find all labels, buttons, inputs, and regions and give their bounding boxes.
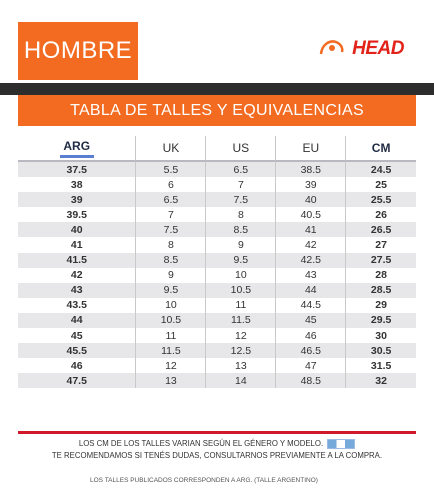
table-cell: 10.5	[205, 283, 275, 298]
table-cell: 12.5	[205, 343, 275, 358]
table-row	[18, 222, 416, 237]
table-row	[18, 237, 416, 252]
col-header-cm: CM	[345, 136, 416, 160]
table-cell: 44.5	[275, 298, 345, 313]
footer-divider	[18, 431, 416, 434]
table-header-row	[18, 136, 416, 160]
arg-underline	[60, 155, 94, 158]
table-cell: 42	[70, 269, 83, 282]
table-cell: 25.5	[345, 192, 416, 207]
table-cell: 41.5	[18, 253, 135, 268]
table-cell: 38	[70, 178, 83, 191]
table-cell: 25	[345, 177, 416, 192]
head-logo-icon	[318, 38, 346, 60]
table-cell: 46.5	[275, 343, 345, 358]
note-line-1: LOS CM DE LOS TALLES VARIAN SEGÚN EL GÉNERO Y MODELO.	[0, 438, 434, 450]
table-cell: 40	[275, 192, 345, 207]
table-cell: 40.5	[275, 207, 345, 222]
table-row	[18, 160, 416, 177]
table-cell: 30	[345, 328, 416, 343]
table-cell: 7	[205, 177, 275, 192]
table-cell: 9	[135, 268, 205, 283]
table-row	[18, 358, 416, 373]
category-label: HOMBRE	[23, 37, 133, 64]
table-cell: 45.5	[18, 343, 135, 358]
table-row	[18, 328, 416, 343]
header-divider	[0, 83, 434, 95]
table-cell: 10.5	[135, 313, 205, 328]
table-cell: 9.5	[205, 253, 275, 268]
table-cell: 26.5	[345, 222, 416, 237]
table-row	[18, 253, 416, 268]
argentina-flag-icon	[327, 439, 355, 449]
category-banner	[18, 22, 138, 80]
table-cell: 41	[70, 239, 83, 252]
table-cell: 9	[205, 237, 275, 252]
table-cell: 7	[135, 207, 205, 222]
table-cell: 11.5	[205, 313, 275, 328]
table-cell: 44	[18, 313, 135, 328]
table-cell: 28.5	[345, 283, 416, 298]
table-row	[18, 207, 416, 222]
table-cell: 27.5	[345, 253, 416, 268]
table-cell: 8.5	[135, 253, 205, 268]
brand-name: HEAD	[352, 38, 404, 59]
table-cell: 38.5	[275, 160, 345, 177]
table-row	[18, 313, 416, 328]
table-cell: 29	[345, 298, 416, 313]
table-cell: 5.5	[135, 160, 205, 177]
footer-notes	[0, 438, 434, 462]
table-cell: 12	[205, 328, 275, 343]
table-cell: 10	[205, 268, 275, 283]
table-row	[18, 373, 416, 388]
table-row	[18, 177, 416, 192]
table-cell: 37.5	[18, 160, 135, 177]
table-cell: 28	[345, 268, 416, 283]
table-cell: 31.5	[345, 358, 416, 373]
note-line-3: LOS TALLES PUBLICADOS CORRESPONDEN A ARG. (TALLE ARGENTINO)	[90, 477, 318, 484]
table-cell: 6.5	[135, 192, 205, 207]
table-cell: 30.5	[345, 343, 416, 358]
table-cell: 46	[275, 328, 345, 343]
table-cell: 8.5	[205, 222, 275, 237]
table-cell: 27	[345, 237, 416, 252]
table-cell: 10	[135, 298, 205, 313]
table-cell: 43	[18, 283, 135, 298]
table-row	[18, 283, 416, 298]
table-cell: 47	[275, 358, 345, 373]
col-header-uk: UK	[135, 136, 205, 160]
table-cell: 6	[135, 177, 205, 192]
table-cell: 8	[135, 237, 205, 252]
table-cell: 41	[275, 222, 345, 237]
table-cell: 8	[205, 207, 275, 222]
table-cell: 6.5	[205, 160, 275, 177]
table-cell: 48.5	[275, 373, 345, 388]
table-cell: 44	[275, 283, 345, 298]
table-cell: 26	[345, 207, 416, 222]
col-header-arg: ARG	[18, 136, 135, 160]
table-cell: 14	[205, 373, 275, 388]
table-cell: 39	[275, 177, 345, 192]
table-cell: 47.5	[18, 373, 135, 388]
col-header-eu: EU	[275, 136, 345, 160]
table-cell: 45	[70, 329, 83, 342]
table-cell: 11	[135, 328, 205, 343]
table-title-band	[18, 95, 416, 126]
table-row	[18, 268, 416, 283]
note-line-2: TE RECOMENDAMOS SI TENÉS DUDAS, CONSULTARNOS PREVIAMENTE A LA COMPRA.	[51, 451, 383, 460]
table-cell: 24.5	[345, 160, 416, 177]
brand-logo	[318, 38, 404, 60]
table-cell: 42.5	[275, 253, 345, 268]
table-cell: 7.5	[205, 192, 275, 207]
table-row	[18, 298, 416, 313]
table-cell: 32	[345, 373, 416, 388]
table-cell: 9.5	[135, 283, 205, 298]
table-cell: 11	[205, 298, 275, 313]
table-row	[18, 343, 416, 358]
table-cell: 39.5	[66, 208, 87, 221]
table-title: TABLA DE TALLES Y EQUIVALENCIAS	[70, 101, 364, 119]
table-cell: 11.5	[135, 343, 205, 358]
table-cell: 7.5	[135, 222, 205, 237]
table-cell: 12	[135, 358, 205, 373]
table-cell: 40	[18, 222, 135, 237]
table-cell: 42	[275, 237, 345, 252]
table-cell: 39	[18, 192, 135, 207]
table-cell: 45	[275, 313, 345, 328]
col-header-us: US	[205, 136, 275, 160]
table-cell: 29.5	[345, 313, 416, 328]
table-cell: 46	[70, 359, 83, 372]
table-cell: 43.5	[66, 299, 87, 312]
table-cell: 13	[205, 358, 275, 373]
size-table	[18, 136, 416, 388]
table-row	[18, 192, 416, 207]
table-cell: 13	[135, 373, 205, 388]
table-cell: 43	[275, 268, 345, 283]
